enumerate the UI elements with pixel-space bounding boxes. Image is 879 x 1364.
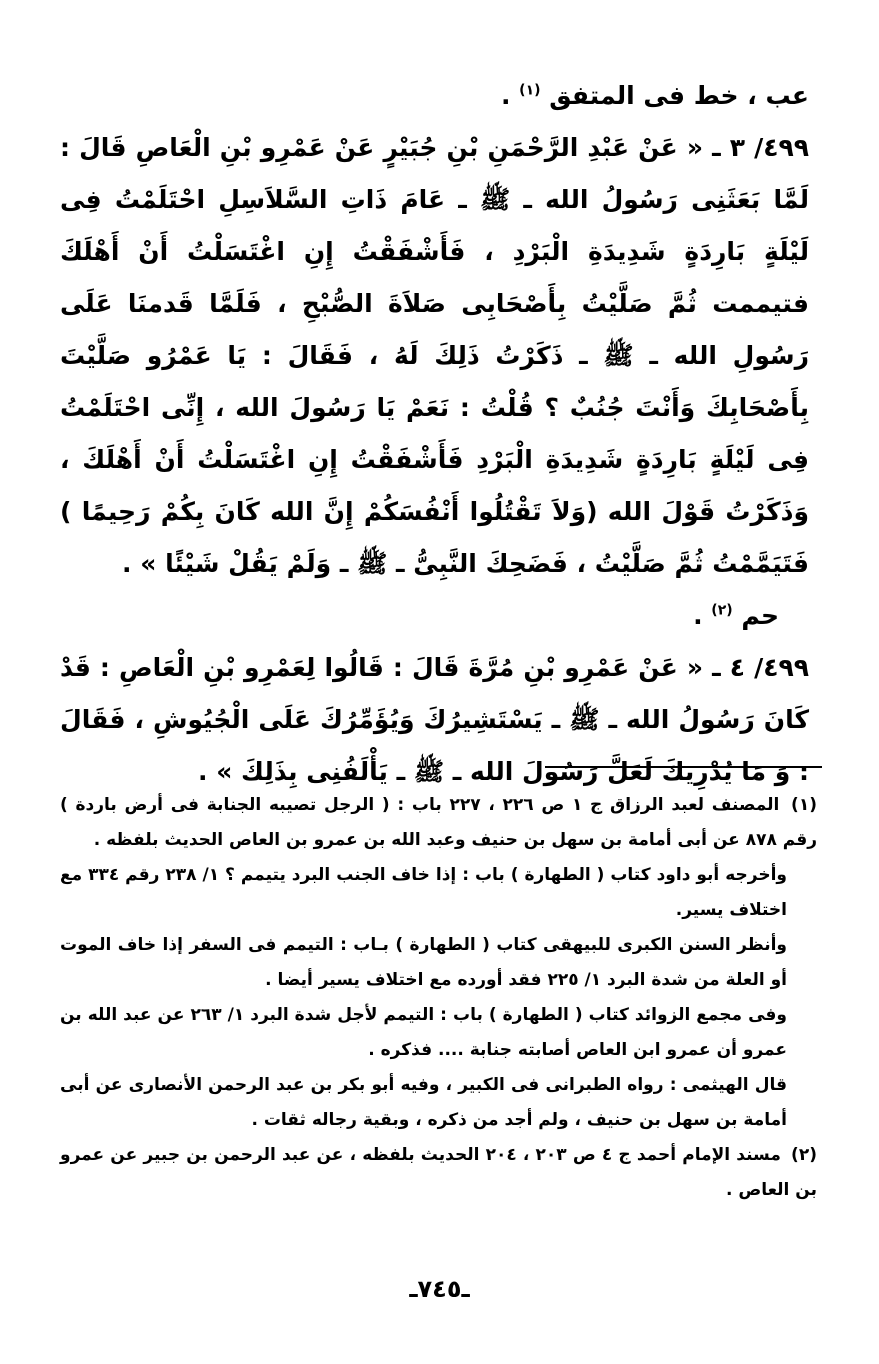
lead-end: . — [500, 81, 511, 110]
source-text: حم — [741, 601, 779, 630]
hadith-3: ٤٩٩/ ٣ ـ « عَنْ عَبْدِ الرَّحْمَنِ بْنِ جُبَيْرٍ عَنْ عَمْرِو بْنِ الْعَاصِ قَالَ : لَمَّا بَعَثَنِى رَسُولُ الله ـ ﷺ ـ عَامَ ذَاتِ السَّلاَسِلِ احْتَلَمْتُ فِى لَيْلَةٍ بَارِدَةٍ شَدِيدَةِ الْبَرْدِ ، فَأَشْفَقْتُ إِنِ اغْتَسَلْتُ أَنْ أَهْلَكَ فتيممت ثُمَّ صَلَّيْتُ بِأَصْحَابِى صَلاَةَ الصُّبْحِ ، فَلَمَّا قَدمنَا عَلَى رَسُولِ الله ـ ﷺ ـ ذَكَرْتُ ذَلِكَ لَهُ ، فَقَالَ : يَا عَمْرُو صَلَّيْتَ بِأَصْحَابِكَ وَأَنْتَ جُنُبٌ ؟ قُلْتُ : نَعَمْ يَا رَسُولَ الله ، إِنِّى احْتَلَمْتُ فِى لَيْلَةٍ بَارِدَةٍ شَدِيدَةِ الْبَرْدِ فَأَشْفَقْتُ إِنِ اغْتَسَلْتُ أَنْ أَهْلَكَ ، وَذَكَرْتُ قَوْلَ الله (وَلاَ تَقْتُلُوا أَنْفُسَكُمْ إِنَّ الله كَانَ بِكُمْ رَحِيمًا ) فَتَيَمَّمْتُ ثُمَّ صَلَّيْتُ ، فَضَحِكَ النَّبِىُّ ـ ﷺ ـ وَلَمْ يَقُلْ شَيْئًا » . — [60, 133, 809, 578]
footnote-1-para-3: وأنظر السنن الكبرى للبيهقى كتاب ( الطهارة ) بـاب : التيمم فى السفر إذا خاف الموت أو العلة من شدة البرد ١/ ٢٢٥ فقد أورده مع اختلاف يسير أيضا . — [60, 935, 787, 990]
source-end: . — [693, 601, 703, 630]
footnote-1-number: (١) — [791, 795, 817, 815]
footnote-1-para-4: وفى مجمع الزوائد كتاب ( الطهارة ) باب : التيمم لأجل شدة البرد ١/ ٢٦٣ عن عبد الله بن عمرو أن عمرو ابن العاص أصابته جنابة .... فذكره . — [60, 1005, 787, 1060]
lead-line — [60, 70, 809, 122]
footnote-1-text: المصنف لعبد الرزاق ج ١ ص ٢٢٦ ، ٢٢٧ باب : ( الرجل تصيبه الجنابة فى أرض باردة ) رقم ٨٧٨ عن أبى أمامة بن سهل بن حنيف وعبد الله بن عمرو بن العاص الحديث بلفظه . — [60, 795, 817, 850]
hadith-4: ٤٩٩/ ٤ ـ « عَنْ عَمْرِو بْنِ مُرَّةَ قَالَ : قَالُوا لِعَمْرِو بْنِ الْعَاصِ : قَدْ كَانَ رَسُولُ الله ـ ﷺ ـ يَسْتَشِيرُكَ وَيُؤَمِّرُكَ عَلَى الْجُيُوشِ ، فَقَالَ : وَ مَا يُدْرِيكَ لَعَلَّ رَسُولَ الله ـ ﷺ ـ يَأْلَفُنِى بِذَلِكَ » . — [60, 653, 809, 786]
footnote-1-para-5: قال الهيثمى : رواه الطبرانى فى الكبير ، وفيه أبو بكر بن عبد الرحمن الأنصارى عن أبى أمامة بن سهل بن حنيف ، ولم أجد من ذكره ، وبقية رجاله ثقات . — [60, 1075, 787, 1130]
footnote-2-number: (٢) — [791, 1145, 817, 1165]
footnote-2 — [60, 1138, 817, 1208]
footnotes — [60, 788, 817, 1208]
footnote-ref-1: (١) — [519, 82, 541, 99]
lead-text: عب ، خط فى المتفق — [549, 81, 809, 110]
source-line — [60, 590, 809, 642]
main-text — [60, 70, 809, 798]
footnote-ref-2: (٢) — [711, 602, 733, 619]
page-number: ـ٧٤٥ـ — [409, 1275, 470, 1303]
footnote-1-para-2: وأخرجه أبو داود كتاب ( الطهارة ) باب : إذا خاف الجنب البرد يتيمم ؟ ١/ ٢٣٨ رقم ٣٣٤ مع اختلاف يسير. — [60, 865, 787, 920]
footnote-1 — [60, 788, 817, 858]
footnote-divider — [545, 766, 822, 768]
footnote-2-text: مسند الإمام أحمد ج ٤ ص ٢٠٣ ، ٢٠٤ الحديث بلفظه ، عن عبد الرحمن بن جبير عن عمرو بن العاص . — [60, 1145, 817, 1200]
